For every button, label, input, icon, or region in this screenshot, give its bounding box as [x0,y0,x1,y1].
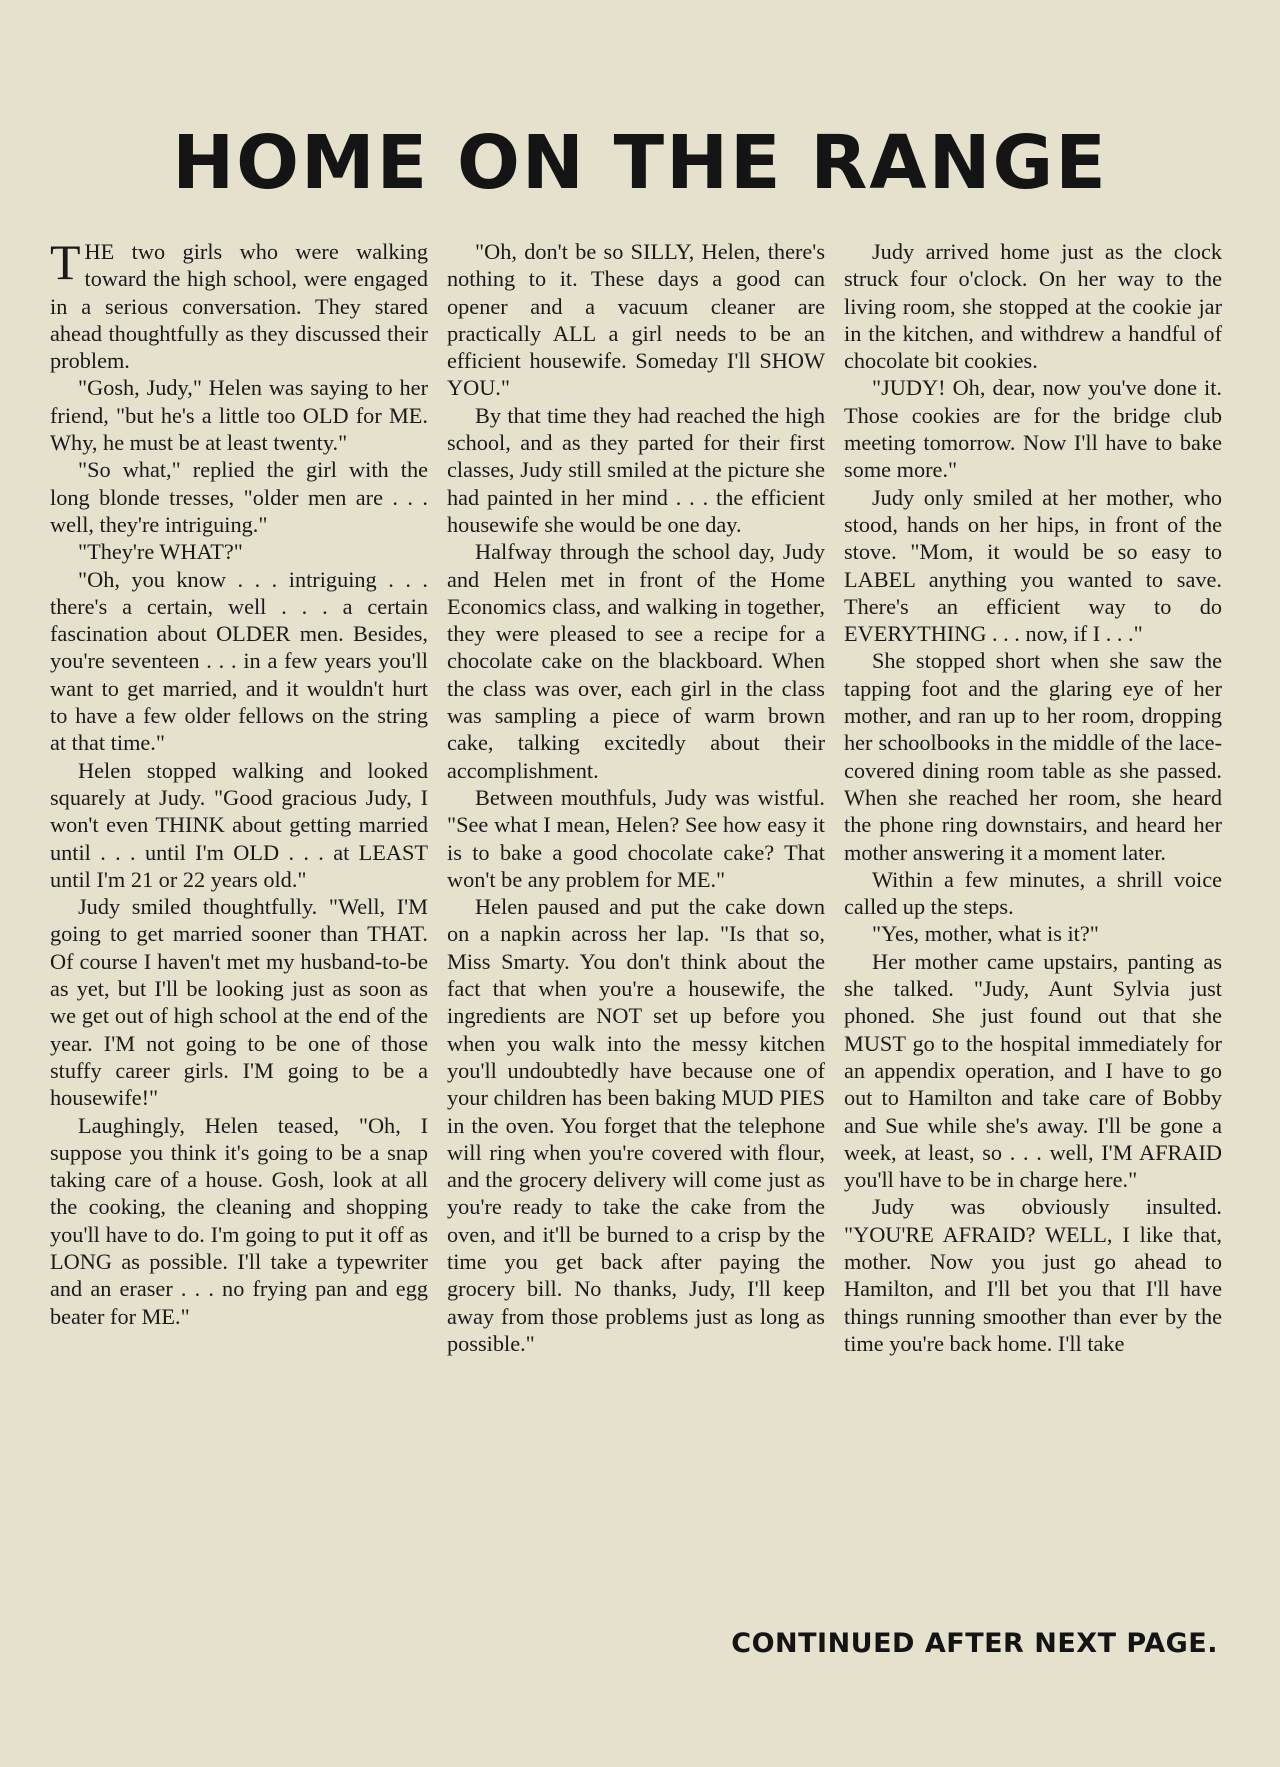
continued-notice: CONTINUED AFTER NEXT PAGE. [731,1628,1218,1659]
paragraph: "Oh, don't be so SILLY, Helen, there's nothing to it. These days a good can opener and a vacuum cleaner are practically ALL a girl needs to be an efficient housewife. Someday I'll SHOW YOU." [447,239,825,401]
article-body [50,234,1222,1643]
page-title: HOME ON THE RANGE [172,120,1108,206]
column-3 [844,238,1222,1643]
paragraph: Judy only smiled at her mother, who stood, hands on her hips, in front of the stove. "Mom, it would be so easy to LABEL anything you wanted to save. There's an efficient way to do EVERYTHING . . . now, if I . . ." [844,484,1222,647]
paragraph: By that time they had reached the high school, and as they parted for their first classes, Judy still smiled at the picture she had painted in her mind . . . the efficient housewife she would be one day. [447,402,825,537]
paragraph: "So what," replied the girl with the long blonde tresses, "older men are . . . well, they're intriguing." [50,457,428,537]
paragraph: Between mouthfuls, Judy was wistful. "See what I mean, Helen? See how easy it is to bake a good chocolate cake? That won't be any problem for ME." [447,784,825,892]
paragraph-text: HE two girls who were walking toward the high school, were engaged in a serious conversation. They stared ahead thoughtfully as they discussed their problem. [50,239,428,374]
column-2 [447,238,825,1643]
paragraph: Judy was obviously insulted. "YOU'RE AFRAID? WELL, I like that, mother. Now you just go ahead to Hamilton, and I'll bet you that I'll have things running smoother than ever by the time you're back home. I'll take [844,1194,1222,1356]
paragraph: Helen stopped walking and looked squarely at Judy. "Good gracious Judy, I won't even THINK about getting married until . . . until I'm OLD . . . at LEAST until I'm 21 or 22 years old." [50,757,428,892]
paragraph: Judy arrived home just as the clock struck four o'clock. On her way to the living room, she stopped at the cookie jar in the kitchen, and withdrew a handful of chocolate bit cookies. [844,239,1222,374]
paragraph: Halfway through the school day, Judy and Helen met in front of the Home Economics class, and walking in together, they were pleased to see a recipe for a chocolate cake on the blackboard. When the class was over, each girl in the class was sampling a piece of warm brown cake, talking excitedly about their accomplishment. [447,539,825,783]
paragraph: Laughingly, Helen teased, "Oh, I suppose you think it's going to be a snap taking care of a house. Gosh, look at all the cooking, the cleaning and shopping you'll have to do. I'm going to put it off as LONG as possible. I'll take a typewriter and an eraser . . . no frying pan and egg beater for ME." [50,1112,428,1329]
paragraph: Judy smiled thoughtfully. "Well, I'M going to get married sooner than THAT. Of course I haven't met my husband-to-be as yet, but I'll be looking just as soon as we get out of high school at the end of the year. I'M not going to be one of those stuffy career girls. I'M going to be a housewife!" [50,894,428,1111]
paragraph: She stopped short when she saw the tapping foot and the glaring eye of her mother, and ran up to her room, dropping her schoolbooks in the middle of the lace-covered dining room table as she passed. When she reached her room, she heard the phone ring downstairs, and heard her mother answering it a moment later. [844,648,1222,865]
column-1 [50,234,428,1643]
paragraph [50,234,428,374]
paragraph: "Oh, you know . . . intriguing . . . there's a certain, well . . . a certain fascination about OLDER men. Besides, you're seventeen . . . in a few years you'll want to get married, and it wouldn't hurt to have a few older fellows on the string at that time." [50,566,428,756]
drop-cap: T [50,234,81,290]
paragraph: "They're WHAT?" [78,539,243,565]
paragraph: Helen paused and put the cake down on a napkin across her lap. "Is that so, Miss Smarty. You don't think about the fact that when you're a housewife, the ingredients are NOT set up before you when you walk into the messy kitchen you'll undoubtedly have because one of your children has been baking MUD PIES in the oven. You forget that the telephone will ring when you're covered with flour, and the grocery delivery will come just as you're ready to take the cake from the oven, and it'll be burned to a crisp by the time you get back after paying the grocery bill. No thanks, Judy, I'll keep away from those problems just as long as possible." [447,894,825,1356]
paragraph: Her mother came upstairs, panting as she talked. "Judy, Aunt Sylvia just phoned. She just found out that she MUST go to the hospital immediately for an appendix operation, and I have to go out to Hamilton and take care of Bobby and Sue while she's away. I'll be gone a week, at least, so . . . well, I'M AFRAID you'll have to be in charge here." [844,948,1222,1193]
bleed-through-banner [0,10,1280,130]
paragraph: "Yes, mother, what is it?" [872,921,1099,947]
paragraph: "Gosh, Judy," Helen was saying to her friend, "but he's a little too OLD for ME. Why, he must be at least twenty." [50,375,428,456]
paragraph: "JUDY! Oh, dear, now you've done it. Those cookies are for the bridge club meeting tomorrow. Now I'll have to bake some more." [844,375,1222,483]
paragraph: Within a few minutes, a shrill voice called up the steps. [844,866,1222,920]
